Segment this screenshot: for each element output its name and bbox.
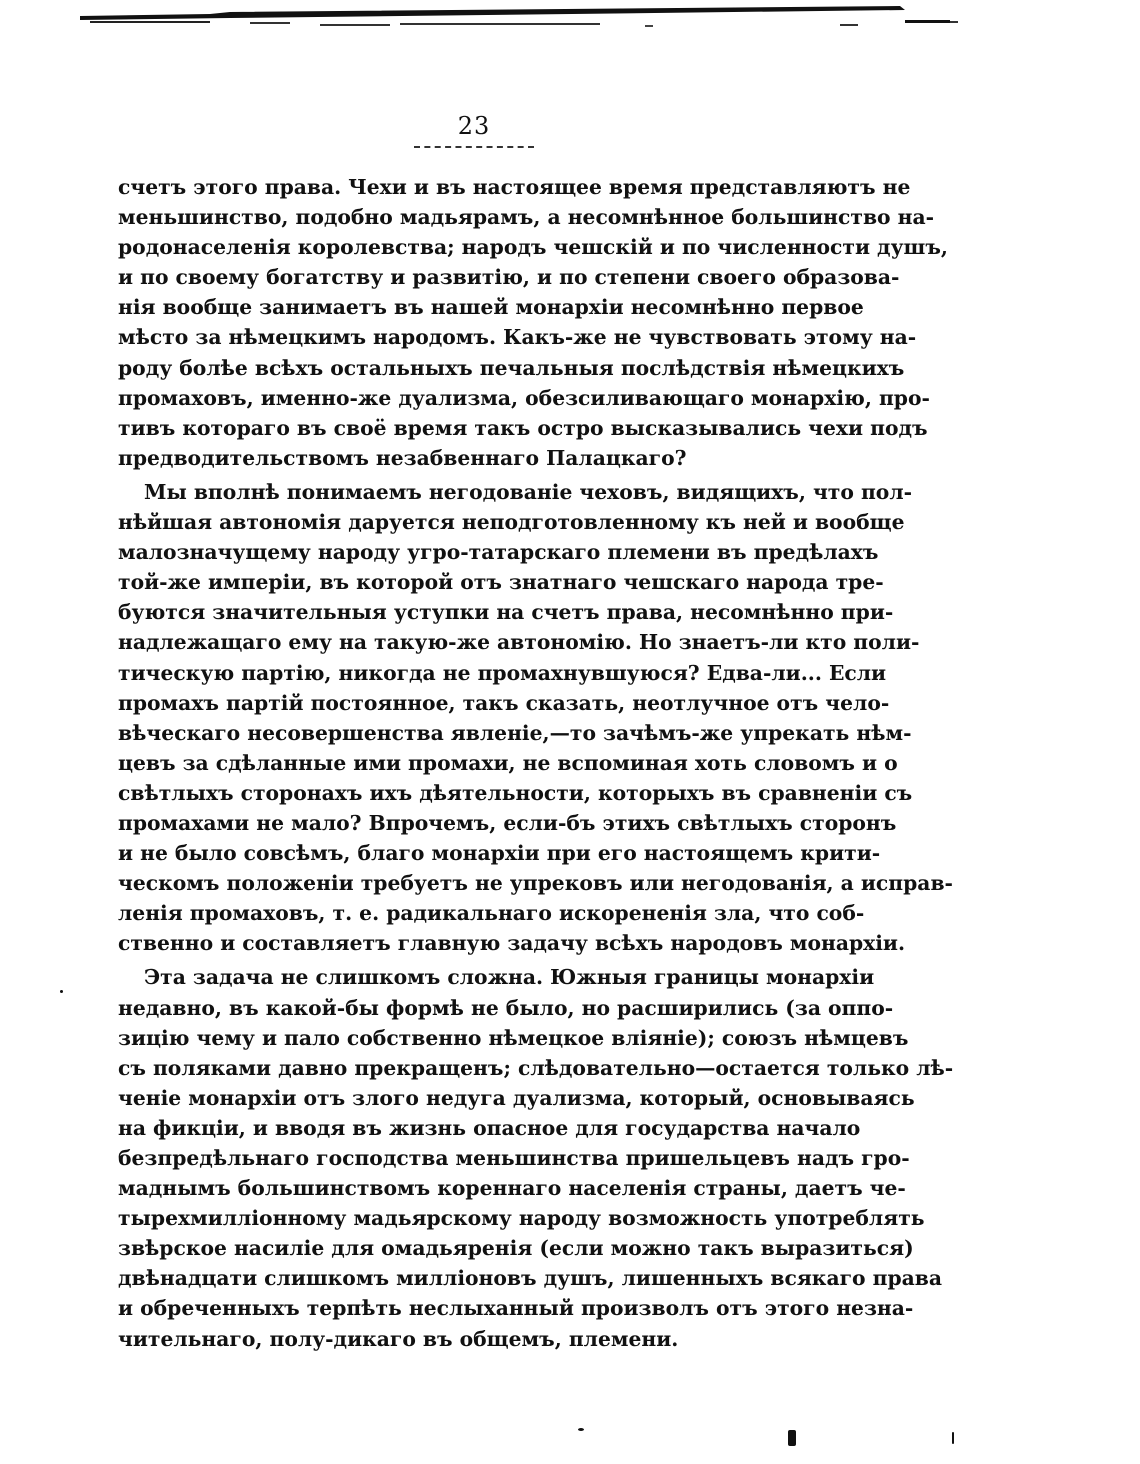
paragraph [118, 962, 954, 1353]
text-line: ческомъ положеніи требуетъ не упрековъ или негодованія, а исправ- [118, 871, 953, 896]
text-line: меньшинство, подобно мадьярамъ, а несомнѣнное большинство на- [118, 205, 935, 230]
text-line: зицію чему и пало собственно нѣмецкое вліяніе); союзъ нѣмцевъ [118, 1025, 909, 1050]
text-line: звѣрское насиліе для омадьяренія (если можно такъ выразиться) [118, 1236, 914, 1261]
paragraph [118, 477, 953, 959]
text-line: нія вообще занимаетъ въ нашей монархіи несомнѣнно первое [118, 295, 864, 320]
text-line: счетъ этого права. Чехи и въ настоящее время представляютъ не [118, 175, 911, 199]
text-line: тическую партію, никогда не промахнувшуюся? Едва-ли... Если [118, 660, 887, 685]
text-line: тырехмилліонному мадьярскому народу возможность употреблять [118, 1206, 925, 1231]
text-line: промахъ партій постоянное, такъ сказать, неотлучное отъ чело- [118, 690, 890, 715]
text-line: ленія промаховъ, т. е. радикальнаго искорененія зла, что соб- [118, 901, 865, 926]
text-line: и обреченныхъ терпѣть неслыханный произволъ отъ этого незна- [118, 1296, 914, 1321]
text-line: буются значительныя уступки на счетъ права, несомнѣнно при- [118, 600, 894, 625]
scan-speck [60, 990, 63, 993]
text-line: мѣсто за нѣмецкимъ народомъ. Какъ-же не чувствовать этому на- [118, 325, 917, 350]
paragraph [118, 172, 948, 473]
text-line: безпредѣльнаго господства меньшинства пришельцевъ надъ гро- [118, 1146, 910, 1170]
text-line: и не было совсѣмъ, благо монархіи при его настоящемъ крити- [118, 841, 881, 866]
text-line: ственно и составляетъ главную задачу всѣхъ народовъ монархіи. [118, 931, 906, 956]
text-line: недавно, въ какой-бы формѣ не было, но расширились (за оппо- [118, 995, 894, 1020]
text-line: промахами не мало? Впрочемъ, если-бъ этихъ свѣтлыхъ сторонъ [118, 810, 897, 835]
text-line: малозначущему народу угро-татарскаго племени въ предѣлахъ [118, 540, 879, 565]
text-line: нѣйшая автономія даруется неподготовленному къ ней и вообще [118, 510, 905, 535]
scan-edge-artifact [0, 0, 1140, 40]
text-line: и по своему богатству и развитію, и по степени своего образова- [118, 265, 900, 290]
text-line: двѣнадцати слишкомъ милліоновъ душъ, лишенныхъ всякаго права [118, 1266, 943, 1291]
text-line: маднымъ большинствомъ кореннаго населенія страны, даетъ че- [118, 1176, 906, 1201]
scan-speck [578, 1428, 584, 1431]
text-line: вѣческаго несовершенства явленіе,—то зачѣмъ-же упрекать нѣм- [118, 720, 912, 745]
text-line: роду болѣе всѣхъ остальныхъ печальныя послѣдствія нѣмецкихъ [118, 355, 905, 380]
text-line: Эта задача не слишкомъ сложна. Южныя границы монархіи [144, 965, 875, 990]
scan-speck [788, 1430, 796, 1446]
page-number-rule [414, 146, 534, 148]
text-line: надлежащаго ему на такую-же автономію. Но знаетъ-ли кто поли- [118, 630, 920, 655]
text-line: цевъ за сдѣланные ими промахи, не вспоминая хоть словомъ и о [118, 750, 898, 775]
page-number: 23 [457, 112, 491, 140]
text-line: свѣтлыхъ сторонахъ ихъ дѣятельности, которыхъ въ сравненіи съ [118, 780, 913, 805]
text-line: съ поляками давно прекращенъ; слѣдовательно—остается только лѣ- [118, 1055, 954, 1080]
text-line: промаховъ, именно-же дуализма, обезсиливающаго монархію, про- [118, 385, 930, 410]
text-line: чительнаго, полу-дикаго въ общемъ, племени. [118, 1326, 679, 1351]
text-line: ченіе монархіи отъ злого недуга дуализма, который, основываясь [118, 1085, 915, 1110]
text-line: тивъ котораго въ своё время такъ остро высказывались чехи подъ [118, 415, 928, 440]
body-text [118, 172, 954, 1354]
text-line: родонаселенія королевства; народъ чешскій и по численности душъ, [118, 235, 948, 260]
text-line: той-же имперіи, въ которой отъ знатнаго чешскаго народа тре- [118, 570, 884, 595]
text-line: Мы вполнѣ понимаемъ негодованіе чеховъ, видящихъ, что пол- [144, 479, 913, 504]
text-line: предводительствомъ незабвеннаго Палацкаго? [118, 445, 687, 470]
scan-speck [952, 1432, 954, 1444]
text-line: на фикціи, и вводя въ жизнь опасное для государства начало [118, 1115, 861, 1140]
